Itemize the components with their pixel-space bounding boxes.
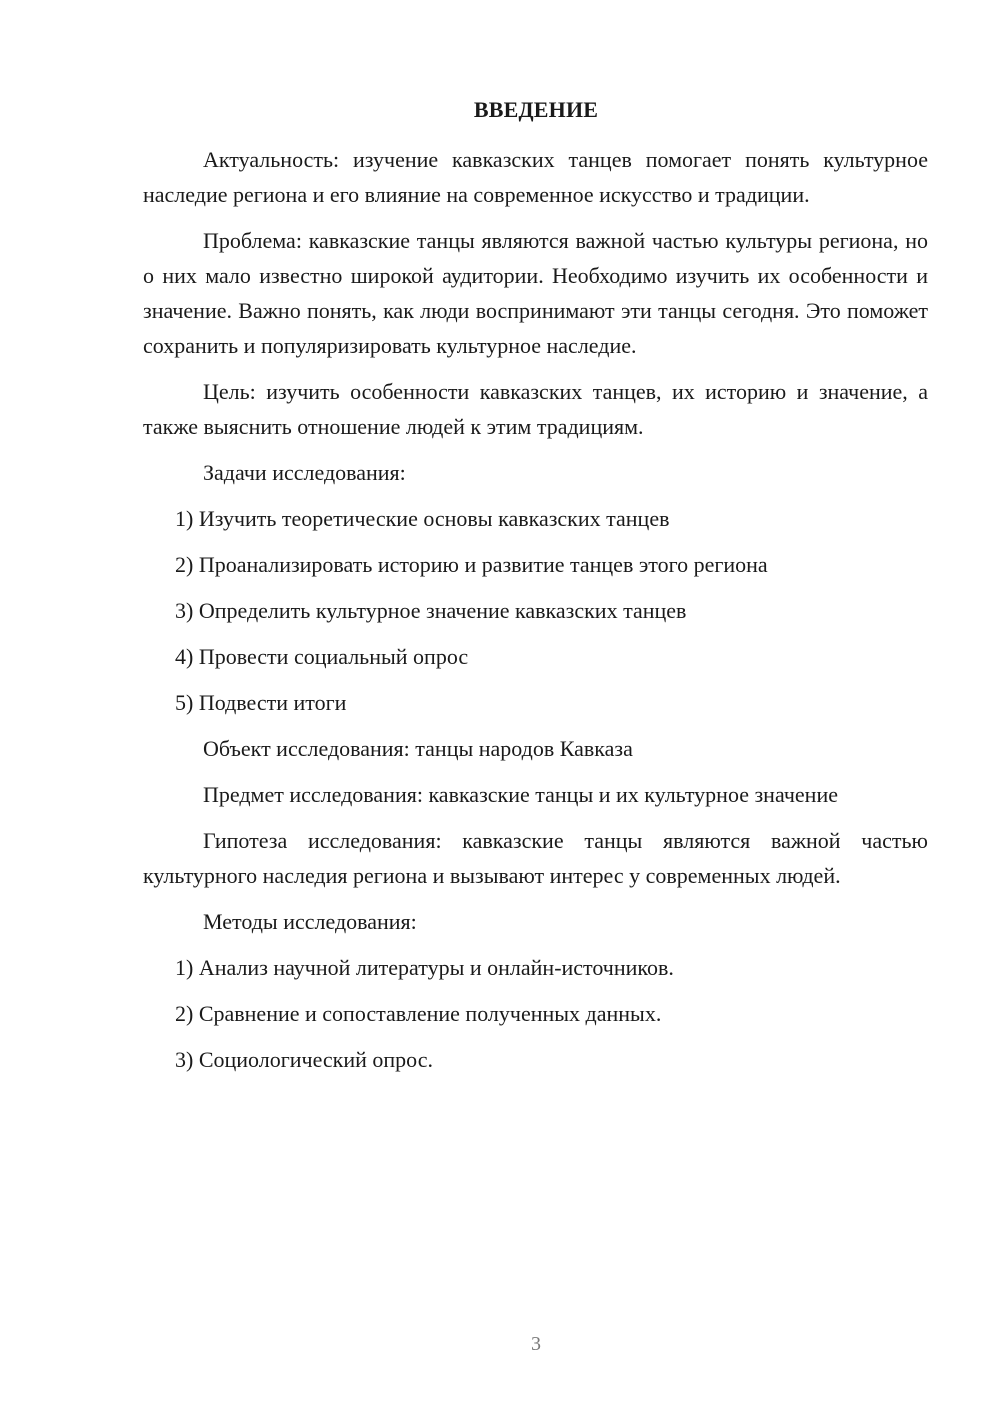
body-text xyxy=(143,142,928,1077)
list-item-method: 2) Сравнение и сопоставление полученных данных. xyxy=(175,1001,662,1026)
list-item-method: 1) Анализ научной литературы и онлайн-источников. xyxy=(175,955,674,980)
list-item-task: 1) Изучить теоретические основы кавказских танцев xyxy=(175,506,670,531)
problem-paragraph: Проблема: кавказские танцы являются важной частью культуры региона, но о них мало известно широкой аудитории. Необходимо изучить их особенности и значение. Важно понять, как люди воспринимают эти танцы сегодня. Это поможет сохранить и популяризировать культурное наследие. xyxy=(143,228,928,358)
list-item-task: 3) Определить культурное значение кавказских танцев xyxy=(175,598,687,623)
list-item-task: 2) Проанализировать историю и развитие танцев этого региона xyxy=(175,552,768,577)
object-paragraph: Объект исследования: танцы народов Кавказа xyxy=(203,736,633,761)
page-title: ВВЕДЕНИЕ xyxy=(473,97,599,122)
tasks-title: Задачи исследования: xyxy=(203,460,406,485)
page-number: 3 xyxy=(531,1333,541,1355)
methods-title: Методы исследования: xyxy=(203,909,417,934)
list-item-task: 4) Провести социальный опрос xyxy=(175,644,469,669)
list-item-method: 3) Социологический опрос. xyxy=(175,1047,433,1072)
relevance-paragraph: Актуальность: изучение кавказских танцев помогает понять культурное наследие региона и его влияние на современное искусство и традиции. xyxy=(143,147,928,207)
goal-paragraph: Цель: изучить особенности кавказских танцев, их историю и значение, а также выяснить отношение людей к этим традициям. xyxy=(143,379,928,439)
hypothesis-paragraph: Гипотеза исследования: кавказские танцы являются важной частью культурного наследия региона и вызывают интерес у современных людей. xyxy=(143,828,928,888)
list-item-task: 5) Подвести итоги xyxy=(175,690,347,715)
subject-paragraph: Предмет исследования: кавказские танцы и их культурное значение xyxy=(203,782,838,807)
